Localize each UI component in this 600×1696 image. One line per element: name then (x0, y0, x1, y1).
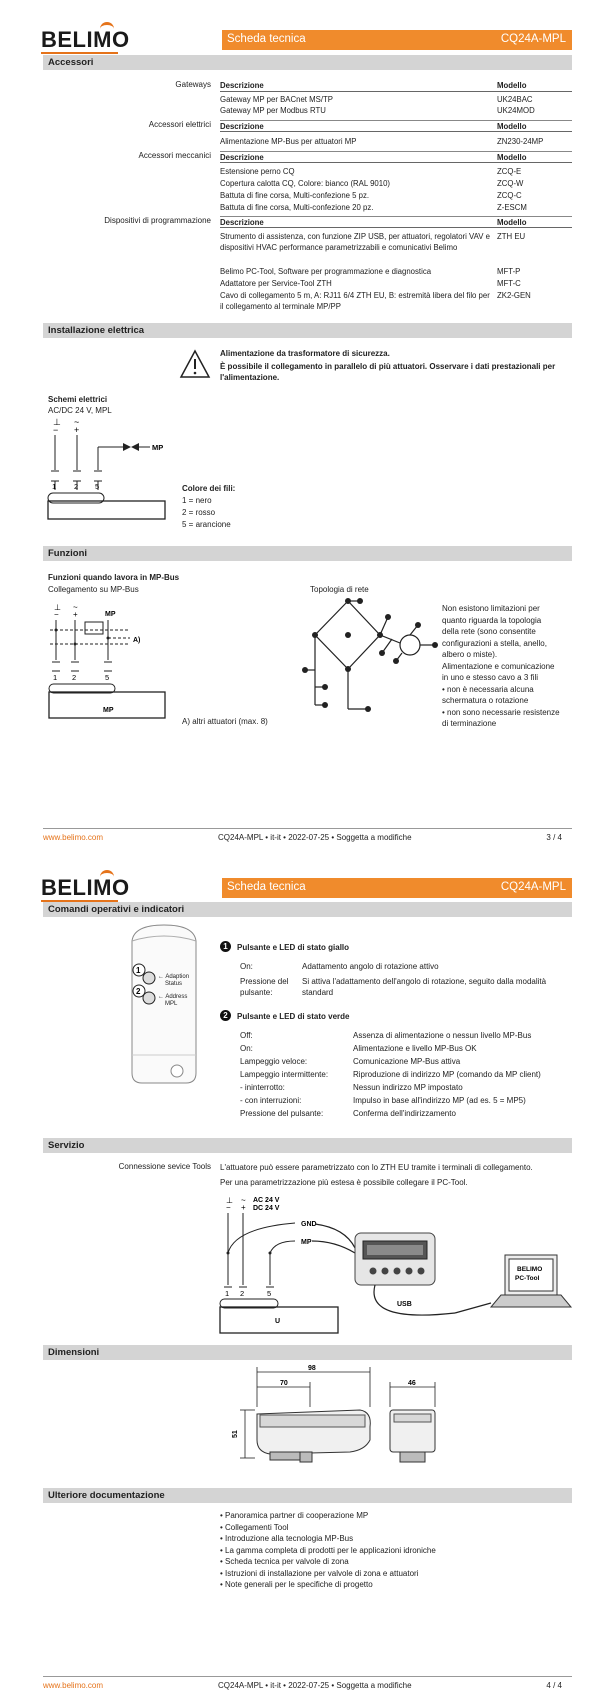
color-item: 5 = arancione (182, 520, 231, 529)
svg-text:AC 24 V: AC 24 V (253, 1197, 280, 1204)
svg-text:⊥: ⊥ (226, 1196, 233, 1205)
footer-url[interactable]: www.belimo.com (43, 1681, 104, 1690)
symbol-ac: ~ (74, 417, 80, 427)
p2-key: - ininterrotto: (240, 1083, 285, 1092)
funzioni-sub: Collegamento su MP-Bus (48, 585, 139, 594)
doc-item[interactable]: • Collegamenti Tool (220, 1522, 289, 1532)
svg-text:DC 24 V: DC 24 V (253, 1205, 280, 1212)
svg-text:+: + (73, 610, 78, 619)
section-comandi: Comandi operativi e indicatori (43, 902, 572, 917)
address-mpl-label: ← Address MPL (158, 994, 188, 1007)
dim-98: 98 (308, 1365, 316, 1372)
funzioni-title: Funzioni quando lavora in MP-Bus (48, 573, 180, 582)
svg-text:U: U (275, 1318, 281, 1325)
number-1-icon: 1 (220, 941, 231, 952)
section-servizio: Servizio (43, 1138, 572, 1153)
section-installazione: Installazione elettrica (43, 323, 572, 338)
adaption-status-label: ← Adaption Status (158, 974, 190, 987)
button-1-label: 1 (136, 966, 141, 975)
svg-text:GND: GND (301, 1221, 317, 1228)
page-4 (0, 848, 600, 1696)
svg-text:MP: MP (103, 707, 114, 714)
section-accessori: Accessori (43, 55, 572, 70)
mp-label: MP (152, 443, 164, 452)
svg-text:A): A) (133, 637, 141, 644)
p2-key: Pressione del pulsante: (240, 1109, 324, 1118)
section-dimensioni: Dimensioni (43, 1345, 572, 1360)
footer-url[interactable]: www.belimo.com (43, 833, 104, 842)
terminal-1: 1 (52, 482, 57, 491)
page-number: 4 / 4 (546, 1681, 562, 1690)
dimension-drawing (230, 1362, 450, 1472)
p2-val: Nessun indirizzo MP impostato (353, 1083, 463, 1092)
doc-item[interactable]: • La gamma completa di prodotti per le applicazioni idroniche (220, 1545, 436, 1555)
doc-type: Scheda tecnica (227, 881, 306, 893)
section-ulteriore: Ulteriore documentazione (43, 1488, 572, 1503)
logo-arc (100, 870, 114, 880)
header-bar (222, 30, 572, 50)
symbol-minus: − (53, 425, 59, 435)
colors-title: Colore dei fili: (182, 484, 236, 493)
color-item: 1 = nero (182, 496, 212, 505)
symbol-plus: + (74, 425, 80, 435)
doc-item[interactable]: • Scheda tecnica per valvole di zona (220, 1557, 349, 1566)
dim-46: 46 (408, 1380, 416, 1387)
servizio-label: Connessione sevice Tools (118, 1162, 211, 1171)
wiring-diagram (45, 415, 175, 530)
schemi-sub: AC/DC 24 V, MPL (48, 406, 112, 415)
p2-key: On: (240, 1044, 253, 1053)
p2-val: Riproduzione di indirizzo MP (comando da MP client) (353, 1070, 541, 1079)
p2-key: - con interruzioni: (240, 1096, 302, 1105)
label-dispositivi: Dispositivi di programmazione (104, 216, 211, 225)
service-diagram (215, 1193, 575, 1338)
pulsante1-title: Pulsante e LED di stato giallo (237, 943, 350, 952)
servizio-line1: L'attuatore può essere parametrizzato con lo ZTH EU tramite i terminali di collegamento. (220, 1163, 533, 1172)
p1-val: Adattamento angolo di rotazione attivo (302, 962, 439, 971)
doc-type: Scheda tecnica (227, 33, 306, 45)
terminal-5: 5 (95, 482, 100, 491)
header-bar (222, 878, 572, 898)
schemi-title: Schemi elettrici (48, 395, 108, 404)
p2-key: Off: (240, 1031, 253, 1040)
color-item: 2 = rosso (182, 508, 216, 517)
symbol-ground: ⊥ (53, 417, 61, 427)
svg-text:~: ~ (241, 1196, 246, 1205)
svg-text:5: 5 (105, 673, 110, 682)
mpbus-diagram (45, 600, 185, 725)
table-head: Descrizione Modello (220, 80, 572, 92)
belimo-logo: BELIMO (41, 875, 130, 900)
p1-key: Pressione del pulsante: (240, 977, 289, 997)
p1-val: Si attiva l'adattamento dell'angolo di rotazione, seguito dalla modalità standard (302, 977, 547, 997)
doc-item[interactable]: • Introduzione alla tecnologia MP-Bus (220, 1534, 354, 1543)
table-row: Cavo di collegamento 5 m, A: RJ11 6/4 ZTH EU, B: estremità libera del filo per il collegamento al terminale MP/PP ZK2-GEN (220, 291, 531, 311)
dim-70: 70 (280, 1380, 288, 1387)
section-funzioni: Funzioni (43, 546, 572, 561)
footer (43, 1676, 572, 1690)
doc-item[interactable]: • Panoramica partner di cooperazione MP (220, 1511, 369, 1520)
page-3: BELIMO Scheda tecnica CQ24A-MPL Accessori Gateways Descrizione Modello Gateway MP per BACnet MS/TP UK24BAC Gateway MP per Modbus RTU UK24MOD Accessori elettrici Descrizione Modello Alimentazione MP-Bus per attuatori MP ZN230-24MP Accessori meccanici Descrizione Modello Estensione perno CQ ZCQ-E Copertura calotta CQ, Colore: bianco (RAL 9010) ZCQ-W Battuta di fine corsa, Multi-confezione 5 pz. ZCQ-C Battuta di fine corsa, Multi-confezione 20 pz. Z-ESCM Dispositivi di programmazione Descrizione Modello Strumento di assistenza, con funzione ZIP USB, per attuatori, regolatori VAV e dispositivi HVAC performance parametrizzabili e comunicativi Belimo ZTH EU Belimo PC-Tool, Software per programmazione e diagnostica MFT-P Adattatore per Service-Tool ZTH MFT-C Cavo di collegamento 5 m, A: RJ11 6/4 ZTH EU, B: estremità libera del filo per il collegamento al terminale MP/PP ZK2-GEN Installazione elettrica Alimentazione da trasformatore di sicurezza. È possibile il collegamento in parallelo di più attuatori. Osservare i dati prestazionali per l'alimentazione. Schemi elettrici AC/DC 24 V, MPL ⊥ − ~ + MP 1 2 5 Colore dei fili: 1 = nero 2 = rosso 5 = arancione Funzioni Funzioni quando lavora in MP-Bus Collegamento su MP-Bus Topologia di rete ⊥ − ~ + MP A) 1 2 5 MP A) altri attuatori (max. 8) Non esistono limitazioni per quanto riguarda la topologia della rete (sono consentite configurazioni a stella, anello, albero o miste). Alimentazione e comunicazione in uno e stesso cavo a 3 fili • non è necessaria alcuna schermatura o rotazione • non sono necessarie resistenze di terminazione www.belimo.com CQ24A-MPL • it-it • 2022-07-25 • Soggetta a modifiche 3 / 4 (0, 0, 600, 848)
p2-val: Alimentazione e livello MP-Bus OK (353, 1044, 477, 1053)
doc-item[interactable]: • Istruzioni di installazione per valvole di zona e attuatori (220, 1568, 419, 1578)
pulsante2-title: Pulsante e LED di stato verde (237, 1012, 350, 1021)
p1-key: On: (240, 962, 253, 971)
table-head: Descrizione Modello (220, 151, 572, 163)
table-row: Strumento di assistenza, con funzione ZIP USB, per attuatori, regolatori VAV e dispositivi HVAC performance parametrizzabili e comunicativi Belimo ZTH EU (220, 232, 526, 252)
svg-text:MP: MP (105, 611, 116, 618)
svg-text:BELIMO: BELIMO (517, 1266, 543, 1273)
logo-arc (100, 22, 114, 32)
svg-text:2: 2 (240, 1289, 245, 1298)
label-gateways: Gateways (175, 80, 211, 89)
p2-val: Comunicazione MP-Bus attiva (353, 1057, 461, 1066)
page-number: 3 / 4 (546, 833, 562, 842)
logo-underline (41, 52, 118, 54)
footer (43, 828, 572, 842)
svg-text:−: − (226, 1203, 231, 1212)
svg-text:⊥: ⊥ (54, 603, 61, 612)
svg-text:1: 1 (53, 673, 58, 682)
label-accessori-meccanici: Accessori meccanici (138, 151, 211, 160)
p2-key: Lampeggio veloce: (240, 1057, 308, 1066)
number-2-icon: 2 (220, 1010, 231, 1021)
svg-text:2: 2 (72, 673, 77, 682)
svg-text:PC-Tool: PC-Tool (515, 1275, 540, 1282)
footer-info: CQ24A-MPL • it-it • 2022-07-25 • Soggetta a modifiche (218, 833, 412, 842)
button-2-label: 2 (136, 987, 141, 996)
svg-text:~: ~ (73, 603, 78, 612)
table-head: Descrizione Modello (220, 216, 572, 228)
p2-key: Lampeggio intermittente: (240, 1070, 329, 1079)
svg-text:MP: MP (301, 1239, 312, 1246)
footer-info: CQ24A-MPL • it-it • 2022-07-25 • Soggetta a modifiche (218, 1681, 412, 1690)
servizio-line2: Per una parametrizzazione più estesa è possibile collegare il PC-Tool. (220, 1178, 468, 1187)
p2-val: Conferma dell'indirizzamento (353, 1109, 456, 1118)
model-name: CQ24A-MPL (500, 33, 566, 45)
topology-text: Non esistono limitazioni per quanto riguarda la topologia della rete (sono consentite configurazioni a stella, anello, albero o miste). Alimentazione e comunicazione in uno e stesso cavo a 3 fili • non è necessaria alcuna schermatura o rotazione • non sono necessarie resistenze di terminazione (442, 604, 560, 728)
warning-title: Alimentazione da trasformatore di sicurezza. (220, 349, 390, 358)
svg-text:1: 1 (225, 1289, 230, 1298)
funzioni-note: A) altri attuatori (max. 8) (182, 717, 268, 726)
svg-text:USB: USB (397, 1301, 412, 1308)
p2-val: Impulso in base all'indirizzo MP (ad es. 5 = MP5) (353, 1096, 526, 1105)
model-name: CQ24A-MPL (500, 881, 566, 893)
belimo-logo: BELIMO (41, 27, 130, 52)
terminal-2: 2 (74, 482, 79, 491)
warning-icon (180, 350, 210, 378)
svg-text:−: − (54, 610, 59, 619)
svg-text:5: 5 (267, 1289, 272, 1298)
table-head: Descrizione Modello (220, 120, 572, 132)
svg-text:+: + (241, 1203, 246, 1212)
label-accessori-elettrici: Accessori elettrici (148, 120, 211, 129)
topology-diagram (300, 595, 440, 720)
warning-text: È possibile il collegamento in parallelo di più attuatori. Osservare i dati prestazionali per l'alimentazione. (220, 362, 556, 382)
doc-item[interactable]: • Note generali per le specifiche di progetto (220, 1580, 373, 1589)
dim-51: 51 (232, 1430, 239, 1438)
p2-val: Assenza di alimentazione o nessun livello MP-Bus (353, 1031, 532, 1040)
topologia-title: Topologia di rete (310, 585, 369, 594)
